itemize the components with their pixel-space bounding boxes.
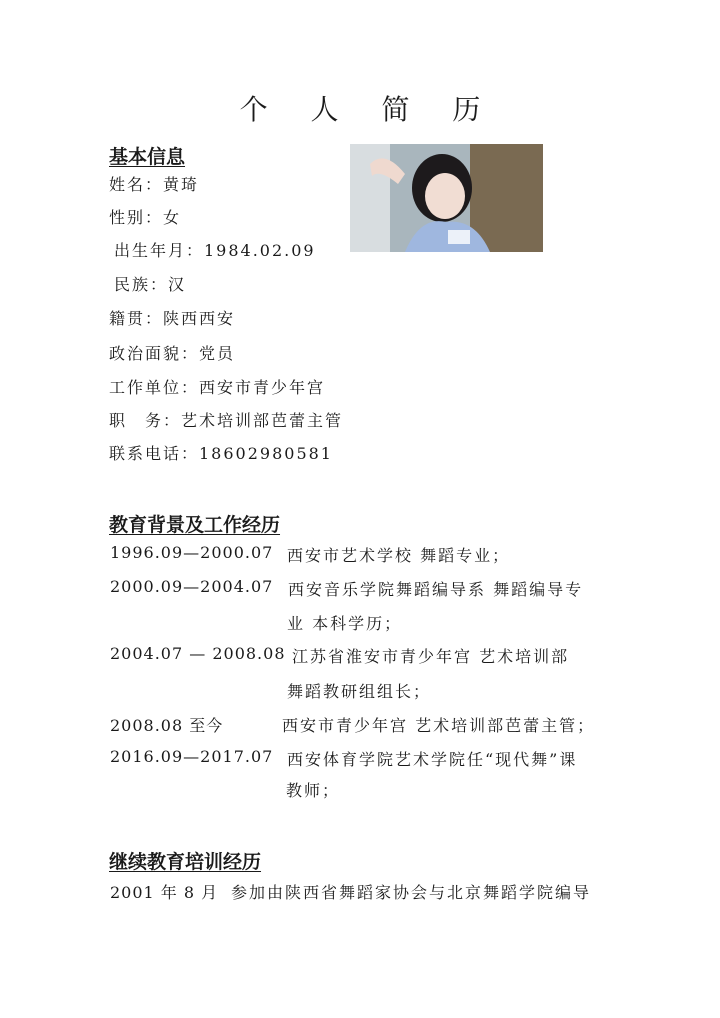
training-desc: 参加由陕西省舞蹈家协会与北京舞蹈学院编导 <box>231 883 592 902</box>
education-desc-continued: 业 本科学历； <box>287 614 403 633</box>
page-title: 个 人 简 历 <box>239 93 498 126</box>
section-heading-training: 继续教育培训经历 <box>109 851 262 873</box>
education-desc: 西安市青少年宫 艺术培训部芭蕾主管； <box>282 716 596 735</box>
photo-image <box>350 144 543 252</box>
phone-line: 联系电话：18602980581 <box>109 444 333 463</box>
education-desc: 西安体育学院艺术学院任“现代舞”课 <box>287 750 578 769</box>
education-date: 1996.09—2000.07 <box>110 543 274 562</box>
section-heading-education: 教育背景及工作经历 <box>109 514 281 536</box>
education-date: 2004.07 — 2008.08 <box>110 644 286 663</box>
position-line: 职 务：艺术培训部芭蕾主管 <box>109 411 344 430</box>
education-desc-continued: 教师； <box>286 781 341 800</box>
education-desc: 江苏省淮安市青少年宫 艺术培训部 <box>292 647 570 666</box>
section-heading-basic-info: 基本信息 <box>109 146 186 168</box>
profile-photo <box>350 144 543 252</box>
education-date: 2016.09—2017.07 <box>110 747 274 766</box>
training-date: 2001 年 8 月 <box>110 883 219 902</box>
birth-line: 出生年月：1984.02.09 <box>114 241 316 260</box>
political-status-line: 政治面貌：党员 <box>109 344 236 363</box>
education-desc: 西安市艺术学校 舞蹈专业； <box>287 546 511 565</box>
education-desc-continued: 舞蹈教研组组长； <box>287 682 432 701</box>
education-desc: 西安音乐学院舞蹈编导系 舞蹈编导专 <box>288 580 584 599</box>
ethnicity-line: 民族：汉 <box>114 275 187 294</box>
name-line: 姓名：黄琦 <box>109 175 200 194</box>
gender-line: 性别：女 <box>109 208 182 227</box>
employer-line: 工作单位：西安市青少年宫 <box>109 378 326 397</box>
education-date: 2000.09—2004.07 <box>110 577 274 596</box>
education-date: 2008.08 至今 <box>110 716 224 735</box>
native-place-line: 籍贯：陕西西安 <box>109 309 236 328</box>
